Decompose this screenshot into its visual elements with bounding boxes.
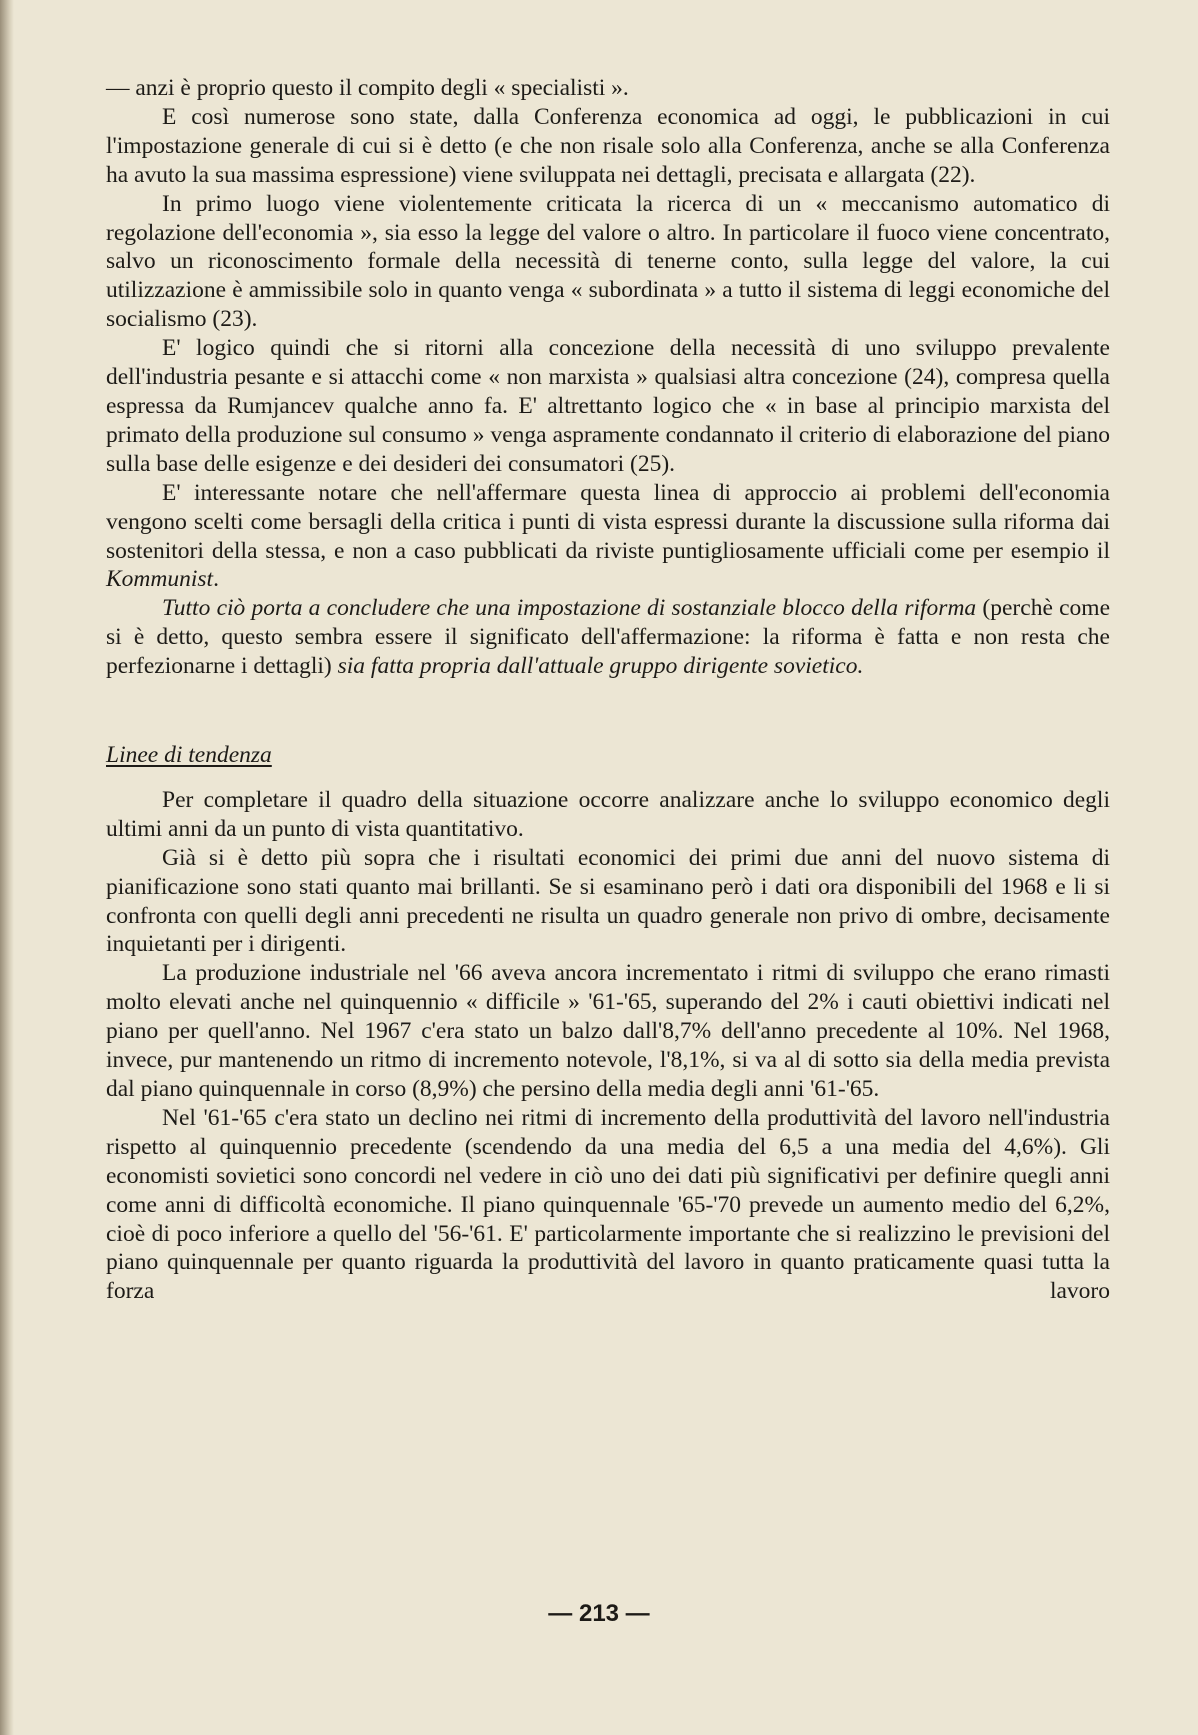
paragraph-heavy-industry: E' logico quindi che si ritorni alla concezione della necessità di uno sviluppo prevalente dell'industria pesante e si attacchi come « non marxista » qualsiasi altra concezione (24), compresa quella espressa da Rumjancev qualche anno fa. E' altrettanto logico che « in base al principio marxista del primato della produzione sul consumo » venga aspramente condannato il criterio di elaborazione del piano sulla base delle esigenze e dei desideri dei consumatori (25). xyxy=(106,335,1110,477)
body-text xyxy=(106,74,1110,1306)
paragraph-labour-productivity: Nel '61-'65 c'era stato un declino nei ritmi di incremento della produttività del lavoro nell'industria rispetto al quinquennio precedente (scendendo da una media del 6,5 a una media del 4,6%). Gli economisti sovietici sono concordi nel vedere in ciò uno dei dati più significativi per definire quegli anni come anni di difficoltà economiche. Il piano quinquennale '65-'70 prevede un aumento medio del 6,2%, cioè di poco inferiore a quello del '56-'61. E' particolarmente importante che si realizzino le previsioni del piano quinquennale per quanto riguarda la produttività del lavoro in quanto praticamente quasi tutta la forza lavoro xyxy=(106,1104,1110,1305)
conclusion-emphasis-1: Tutto ciò porta a concludere che una impostazione di sostanziale blocco della riforma xyxy=(162,595,977,622)
paragraph-industrial-production: La produzione industriale nel '66 aveva ancora incrementato i ritmi di sviluppo che erano rimasti molto elevati anche nel quinquennio « difficile » '61-'65, superando del 2% i cauti obiettivi indicati nel piano per quell'anno. Nel 1967 c'era stato un balzo dall'8,7% dell'anno precedente al 10%. Nel 1968, invece, pur mantenendo un ritmo di incremento notevole, l'8,1%, si va al di sotto sia della media prevista dal piano quinquennale in corso (8,9%) che persino della media degli anni '61-'65. xyxy=(106,960,1110,1102)
section-spacer xyxy=(106,681,1110,741)
page-number: — 213 — xyxy=(548,1600,650,1627)
section-heading: Linee di tendenza xyxy=(106,742,272,769)
conclusion-emphasis-2: sia fatta propria dall'attuale gruppo dirigente sovietico. xyxy=(337,653,864,680)
paragraph-reform-critics-text: E' interessante notare che nell'affermare questa linea di approccio ai problemi dell'economia vengono scelti come bersagli della critica i punti di vista espressi durante la discussione sulla riforma dai sostenitori della stessa, e non a caso pubblicati da riviste puntigliosamente ufficiali come per esempio il xyxy=(106,479,1110,564)
paragraph-conclusion xyxy=(106,594,1110,681)
paragraph-reform-critics xyxy=(106,479,1110,595)
journal-name: Kommunist xyxy=(106,566,214,593)
opening-line: — anzi è proprio questo il compito degli « specialisti ». xyxy=(106,75,629,101)
paragraph-publications: E così numerose sono state, dalla Conferenza economica ad oggi, le pubblicazioni in cui l'impostazione generale di cui si è detto (e che non risale solo alla Conferenza, anche se alla Conferenza ha avuto la sua massima espressione) viene sviluppata nei dettagli, precisata e allargata (22). xyxy=(106,103,1110,188)
page-binding-edge xyxy=(0,0,14,1735)
paragraph-quantitative: Per completare il quadro della situazione occorre analizzare anche lo sviluppo economico degli ultimi anni da un punto di vista quantitativo. xyxy=(106,786,1110,842)
conclusion-middle: (perchè come si è detto, questo sembra essere il significato dell'affermazione: la riforma è fatta e non resta che perfezionarne i dettagli) xyxy=(106,595,1110,680)
paragraph-reform-critics-end: . xyxy=(213,566,219,593)
paragraph-criticism: In primo luogo viene violentemente criticata la ricerca di un « meccanismo automatico di regolazione dell'economia », sia esso la legge del valore o altro. In particolare il fuoco viene concentrato, salvo un riconoscimento formale della necessità di tenerne conto, sulla legge del valore, la cui utilizzazione è ammissibile solo in quanto venga « subordinata » a tutto il sistema di leggi economiche del socialismo (23). xyxy=(106,190,1110,333)
paragraph-results-1968: Già si è detto più sopra che i risultati economici dei primi due anni del nuovo sistema di pianificazione sono stati quanto mai brillanti. Se si esaminano però i dati ora disponibili del 1968 e li si confronta con quelli degli anni precedenti ne risulta un quadro generale non privo di ombre, decisamente inquietanti per i dirigenti. xyxy=(106,844,1110,958)
